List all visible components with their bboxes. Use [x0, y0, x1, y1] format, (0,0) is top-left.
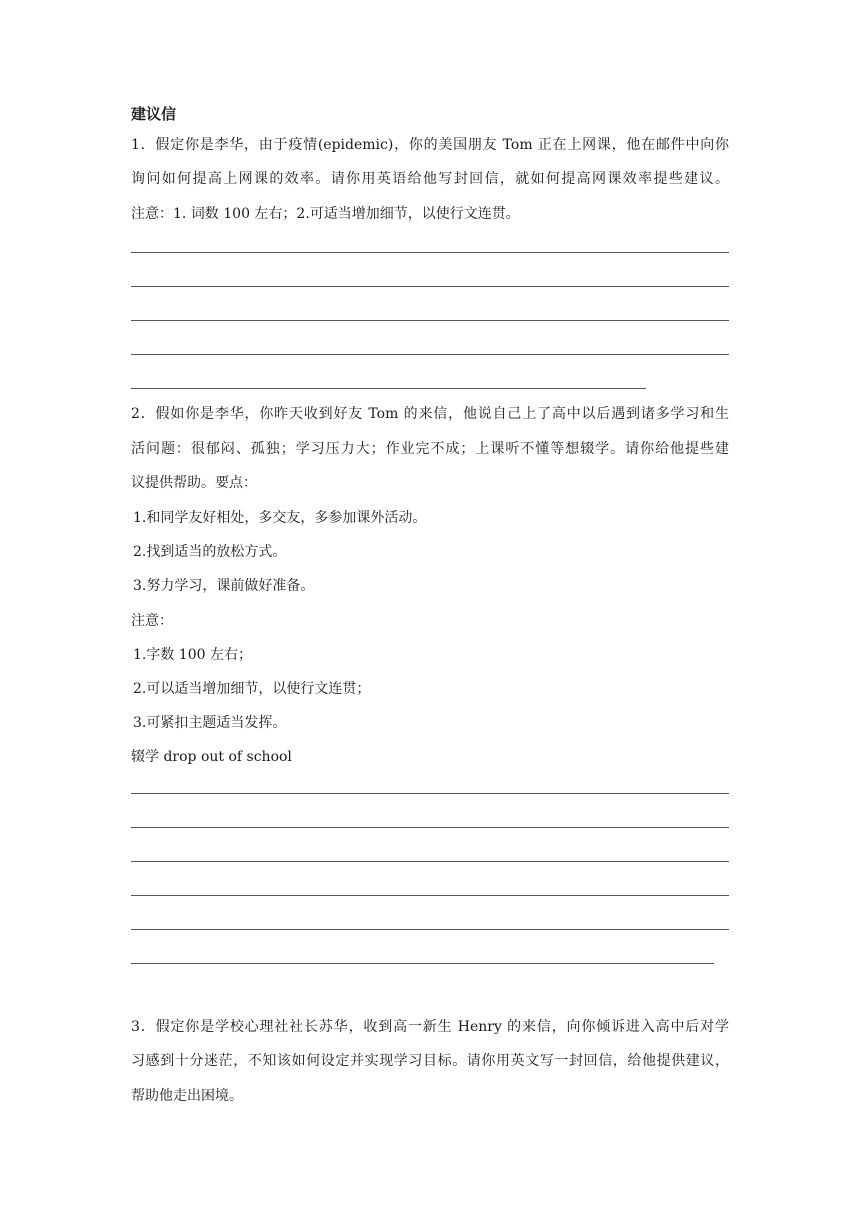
- q3-text-line-3: 帮助他走出困境。: [131, 1088, 243, 1104]
- q2-answer-line-2: [131, 827, 729, 828]
- q2-point-1: 1.和同学友好相处，多交友，多参加课外活动。: [133, 510, 427, 526]
- q2-answer-line-3: [131, 861, 729, 862]
- q1-answer-line-5: [131, 388, 646, 389]
- q1-answer-line-2: [131, 286, 729, 287]
- q1-notice: 注意：1. 词数 100 左右；2.可适当增加细节，以使行文连贯。: [131, 206, 520, 222]
- q1-answer-line-4: [131, 354, 729, 355]
- q1-answer-line-3: [131, 320, 729, 321]
- q2-point-3: 3.努力学习，课前做好准备。: [133, 578, 315, 594]
- q2-notice-label: 注意：: [131, 613, 173, 629]
- q1-text-line-2: 询问如何提高上网课的效率。请你用英语给他写封回信，就如何提高网课效率提些建议。: [131, 171, 729, 187]
- q1-answer-line-1: [131, 252, 729, 253]
- q2-text-line-1: 2．假如你是李华，你昨天收到好友 Tom 的来信，他说自己上了高中以后遇到诸多学习和生: [131, 406, 729, 422]
- q2-answer-line-4: [131, 895, 729, 896]
- q1-text-line-1: 1．假定你是李华，由于疫情(epidemic)，你的美国朋友 Tom 正在上网课，他在邮件中向你: [131, 137, 729, 153]
- q2-answer-line-6: [131, 963, 714, 964]
- q2-point-2: 2.找到适当的放松方式。: [133, 544, 287, 560]
- q2-note-1: 1.字数 100 左右；: [133, 647, 252, 663]
- section-heading: 建议信: [131, 105, 177, 123]
- q2-answer-line-1: [131, 793, 729, 794]
- q2-note-2: 2.可以适当增加细节，以使行文连贯；: [133, 681, 371, 697]
- q2-text-line-2: 活问题：很郁闷、孤独；学习压力大；作业完不成；上课听不懂等想辍学。请你给他提些建: [131, 441, 729, 457]
- q2-note-3: 3.可紧扣主题适当发挥。: [133, 715, 287, 731]
- q3-text-line-2: 习感到十分迷茫，不知该如何设定并实现学习目标。请你用英文写一封回信，给他提供建议，: [131, 1053, 729, 1069]
- q2-text-line-3: 议提供帮助。要点：: [131, 475, 257, 491]
- q2-vocab-hint: 辍学 drop out of school: [131, 749, 292, 765]
- q2-answer-line-5: [131, 929, 729, 930]
- q3-text-line-1: 3．假定你是学校心理社社长苏华，收到高一新生 Henry 的来信，向你倾诉进入高中后对学: [131, 1019, 729, 1035]
